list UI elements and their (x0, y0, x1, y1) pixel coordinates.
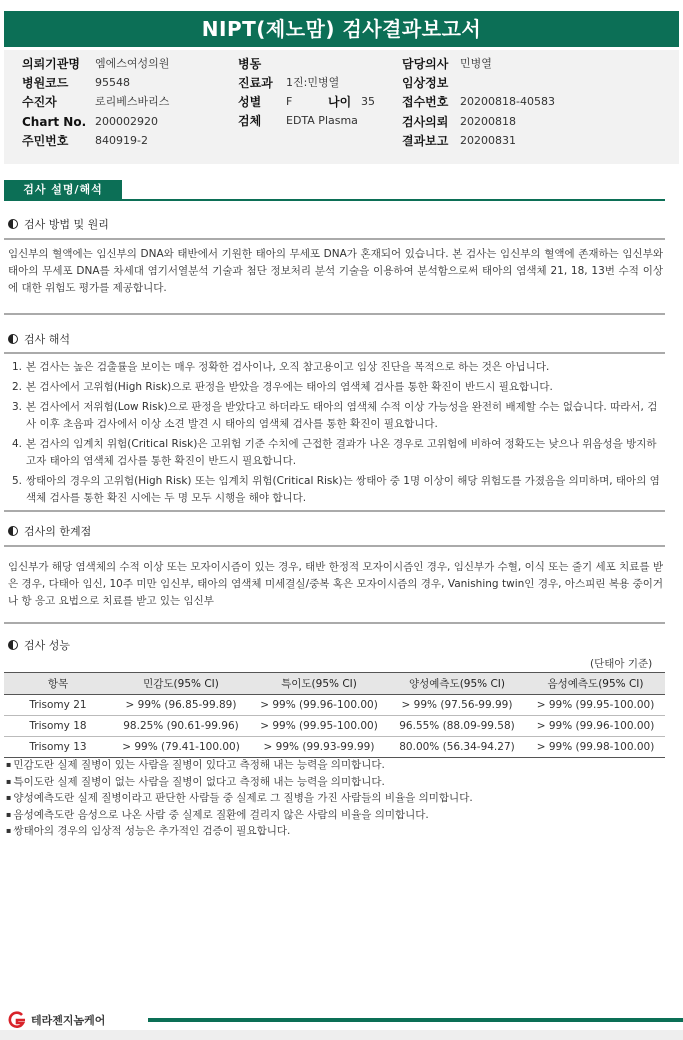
performance-heading (8, 638, 70, 654)
col-header: 민감도(95% CI) (112, 673, 250, 695)
table-row (4, 716, 665, 737)
list-item: 4. 본 검사의 임계치 위험(Critical Risk)은 고위험 기준 수치에 근접한 결과가 나온 경우로 고위험에 비하여 정확도는 낮으나 위음성을 방지하고자 태아의 염색체 검사를 통한 확진이 반드시 필요합니다. (12, 438, 657, 467)
report-value: 20200831 (460, 134, 516, 147)
method-text: 임신부의 혈액에는 임신부의 DNA와 태반에서 기원한 태아의 무세포 DNA가 혼재되어 있습니다. 본 검사는 임신부의 혈액에 존재하는 임신부와 태아의 무세포 DNA를 차세대 염기서열분석 기술과 첨단 정보처리 분석 기술을 이용하여 분석함으로써 태아의 염색체 21, 18, 13번 수적 이상에 대한 위험도 평가를 제공합니다. (8, 248, 663, 294)
receipt-label: 접수번호 (402, 95, 449, 109)
note-item: ▪ 음성예측도란 음성으로 나온 사람 중 실제로 질환에 걸리지 않은 사람의 비율을 의미합니다. (6, 807, 473, 824)
company-logo (6, 1011, 105, 1029)
limits-rule (4, 545, 665, 547)
table-cell: > 99% (99.96-100.00) (526, 716, 665, 737)
interpretation-heading (8, 332, 70, 348)
table-cell: > 99% (99.96-100.00) (250, 695, 388, 716)
note-item: ▪ 민감도란 실제 질병이 있는 사람을 질병이 있다고 측정해 내는 능력을 의미합니다. (6, 757, 473, 774)
limits-end-rule (4, 622, 665, 624)
interpretation-title: 검사 해석 (24, 333, 71, 346)
limits-text: 임신부가 해당 염색체의 수적 이상 또는 모자이시즘이 있는 경우, 태반 한정적 모자이시즘인 경우, 임신부가 수혈, 이식 또는 줄기 세포 치료를 받은 경우, 다태아 임신, 10주 미만 임신부, 태아의 염색체 미세결실/중복 혹은 모자이시즘의 경우, Vanishing twin인 경우, 아스피린 복용 중이거나 항 응고 요법으로 치료를 받고 있는 임신부 (8, 561, 663, 607)
col-header: 항목 (4, 673, 112, 695)
limits-heading (8, 524, 91, 540)
section-divider (4, 199, 665, 201)
table-cell: > 99% (79.41-100.00) (112, 737, 250, 758)
method-title: 검사 방법 및 원리 (24, 218, 109, 231)
col-header: 음성예측도(95% CI) (526, 673, 665, 695)
table-cell: > 99% (96.85-99.89) (112, 695, 250, 716)
doctor-label: 담당의사 (402, 57, 449, 71)
table-cell: 80.00% (56.34-94.27) (388, 737, 526, 758)
note-item: ▪ 쌍태아의 경우의 임상적 성능은 추가적인 검증이 필요합니다. (6, 823, 473, 840)
institution-value: 엠에스여성의원 (95, 57, 170, 70)
list-item: 1. 본 검사는 높은 검출률을 보이는 매우 정확한 검사이나, 오직 참고용이고 임상 진단을 목적으로 하는 것은 아닙니다. (12, 361, 550, 373)
patient-label: 수진자 (22, 95, 57, 109)
report-title: NIPT(제노맘) 검사결과보고서 (4, 11, 679, 47)
half-circle-icon (8, 526, 18, 536)
performance-title: 검사 성능 (24, 639, 71, 652)
col-header: 특이도(95% CI) (250, 673, 388, 695)
section-tab-explanation: 검사 설명/해석 (4, 180, 122, 200)
table-cell: 96.55% (88.09-99.58) (388, 716, 526, 737)
half-circle-icon (8, 334, 18, 344)
note-item: ▪ 양성예측도란 실제 질병이라고 판단한 사람들 중 실제로 그 질병을 가진 사람들의 비율을 의미합니다. (6, 790, 473, 807)
table-header-row (4, 673, 665, 695)
table-row (4, 695, 665, 716)
table-cell: > 99% (99.93-99.99) (250, 737, 388, 758)
table-cell: Trisomy 13 (4, 737, 112, 758)
table-cell: > 99% (99.98-100.00) (526, 737, 665, 758)
specimen-value: EDTA Plasma (286, 114, 358, 127)
footer-accent-bar (148, 1018, 683, 1022)
specimen-label: 검체 (238, 114, 262, 128)
report-label: 결과보고 (402, 134, 449, 148)
institution-label: 의뢰기관명 (22, 57, 80, 71)
table-cell: > 99% (97.56-99.99) (388, 695, 526, 716)
col-header: 양성예측도(95% CI) (388, 673, 526, 695)
clinical-label: 임상정보 (402, 76, 449, 90)
dept-label: 진료과 (238, 76, 273, 90)
age-value: 35 (361, 95, 375, 108)
patient-info-box (4, 50, 679, 164)
method-rule (4, 238, 665, 240)
ward-label: 병동 (238, 57, 262, 71)
rrn-label: 주민번호 (22, 134, 69, 148)
sex-label: 성별 (238, 95, 262, 109)
table-cell: 98.25% (90.61-99.96) (112, 716, 250, 737)
unit-note: (단태아 기준) (590, 658, 653, 670)
table-cell: > 99% (99.95-100.00) (526, 695, 665, 716)
company-name: 테라젠지놈케어 (31, 1014, 106, 1027)
company-logo-icon (6, 1011, 28, 1029)
dept-value: 1진:민병열 (286, 76, 340, 89)
request-value: 20200818 (460, 115, 516, 128)
half-circle-icon (8, 219, 18, 229)
patient-value: 로리베스바리스 (95, 95, 170, 108)
performance-table (4, 672, 665, 758)
limits-title: 검사의 한계점 (24, 525, 92, 538)
table-cell: > 99% (99.95-100.00) (250, 716, 388, 737)
half-circle-icon (8, 640, 18, 650)
method-heading (8, 217, 109, 233)
hospital-code-value: 95548 (95, 76, 130, 89)
interpretation-end-rule (4, 510, 665, 512)
age-label: 나이 (328, 95, 352, 109)
performance-notes (6, 757, 473, 840)
table-row (4, 737, 665, 758)
footer-bottom-strip (0, 1030, 683, 1040)
table-cell: Trisomy 21 (4, 695, 112, 716)
table-cell: Trisomy 18 (4, 716, 112, 737)
doctor-value: 민병열 (460, 57, 492, 70)
hospital-code-label: 병원코드 (22, 76, 69, 90)
note-item: ▪ 특이도란 실제 질병이 없는 사람을 질병이 없다고 측정해 내는 능력을 의미합니다. (6, 774, 473, 791)
list-item: 5. 쌍태아의 경우의 고위험(High Risk) 또는 임계치 위험(Critical Risk)는 쌍태아 중 1명 이상이 해당 위험도를 가졌음을 의미하며, 태아의 염색체 검사를 통한 확진 시에는 두 명 모두 시행을 해야 합니다. (12, 475, 660, 504)
method-end-rule (4, 313, 665, 315)
interpretation-rule (4, 352, 665, 354)
list-item: 3. 본 검사에서 저위험(Low Risk)으로 판정을 받았다고 하더라도 태아의 염색체 수적 이상 가능성을 완전히 배제할 수는 없습니다. 따라서, 검사 이후 초음파 검사에서 이상 소견 발견 시 태아의 염색체 검사를 통한 확진이 필요합니다. (12, 401, 658, 430)
chart-label: Chart No. (22, 115, 87, 129)
sex-value: F (286, 95, 293, 108)
rrn-value: 840919-2 (95, 134, 148, 147)
request-label: 검사의뢰 (402, 115, 449, 129)
receipt-value: 20200818-40583 (460, 95, 555, 108)
chart-value: 200002920 (95, 115, 158, 128)
interpretation-list (8, 359, 663, 510)
list-item: 2. 본 검사에서 고위험(High Risk)으로 판정을 받았을 경우에는 태아의 염색체 검사를 통한 확진이 반드시 필요합니다. (12, 381, 553, 393)
